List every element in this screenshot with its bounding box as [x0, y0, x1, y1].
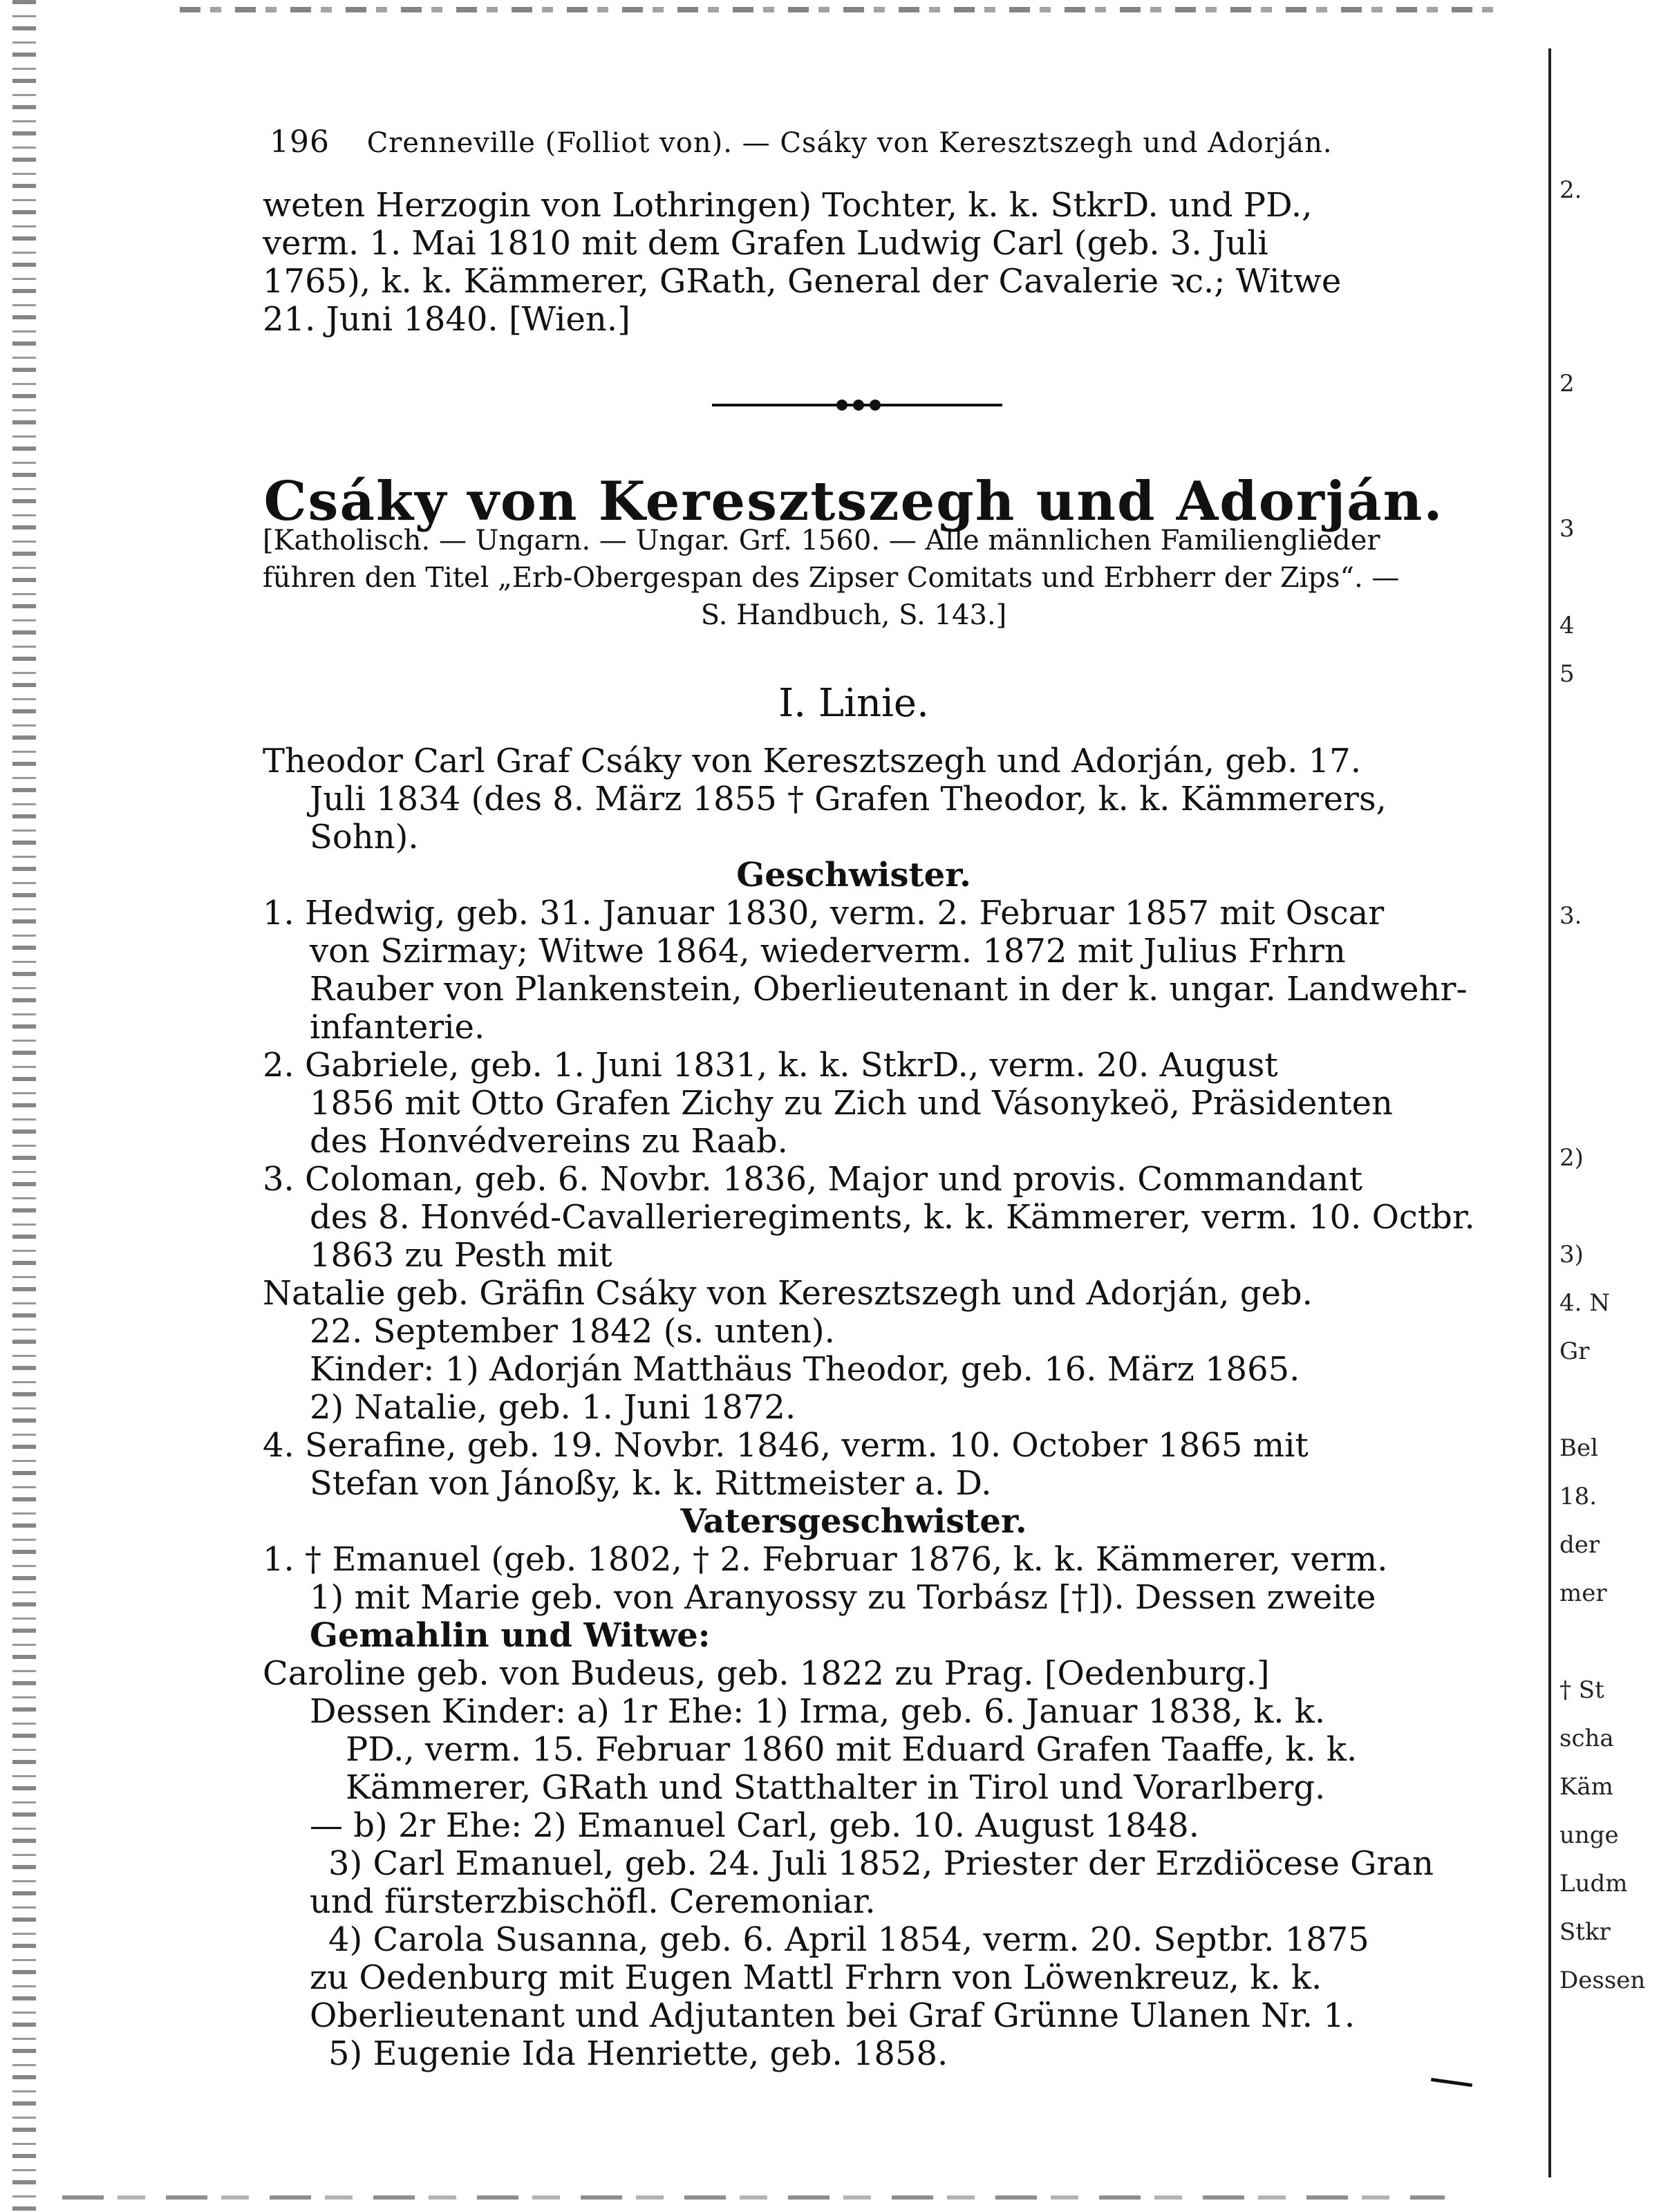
running-header — [270, 124, 1445, 160]
continuation-block — [263, 187, 1445, 339]
body-line: des 8. Honvéd-Cavallerieregiments, k. k. Kämmerer, verm. 10. Octbr. — [310, 1198, 1475, 1237]
margin-dash — [1431, 2078, 1472, 2087]
body-line: 3) Carl Emanuel, geb. 24. Juli 1852, Priester der Erzdiöcese Gran — [328, 1844, 1434, 1883]
body-line: Kämmerer, GRath und Statthalter in Tirol und Vorarlberg. — [346, 1768, 1326, 1807]
body-line: Caroline geb. von Budeus, geb. 1822 zu Prag. [Oedenburg.] — [263, 1654, 1270, 1693]
body-line: 3. Coloman, geb. 6. Novbr. 1836, Major und provis. Commandant — [263, 1160, 1363, 1199]
page-number: 196 — [270, 124, 330, 160]
book-spine-shadow — [12, 0, 36, 2212]
body-line: Juli 1834 (des 8. März 1855 † Grafen Theodor, k. k. Kämmerers, — [310, 780, 1387, 818]
family-note — [263, 522, 1445, 634]
body-line: — b) 2r Ehe: 2) Emanuel Carl, geb. 10. August 1848. — [310, 1806, 1199, 1845]
genealogy-body — [263, 742, 1475, 2073]
top-page-edge — [180, 7, 1493, 12]
continuation-line: weten Herzogin von Lothringen) Tochter, k. k. StkrD. und PD., — [263, 186, 1313, 225]
continuation-line: 21. Juni 1840. [Wien.] — [263, 300, 630, 339]
adjacent-page-fragments: 2. 2 3 4 5 3. 2) 3) 4. N Gr Bel 18. der mer † St scha Käm unge Ludm Stkr Dessen — [1559, 176, 1646, 1994]
note-line: S. Handbuch, S. 143.] — [700, 599, 1007, 631]
subsection-heading: Geschwister. — [736, 856, 971, 894]
note-line: führen den Titel „Erb-Obergespan des Zipser Comitats und Erbherr der Zips“. — — [263, 562, 1400, 594]
body-line: Oberlieutenant und Adjutanten bei Graf Grünne Ulanen Nr. 1. — [310, 1996, 1356, 2035]
body-line: 22. September 1842 (s. unten). — [310, 1312, 835, 1351]
body-line: Gemahlin und Witwe: — [310, 1616, 711, 1655]
body-line: 2. Gabriele, geb. 1. Juni 1831, k. k. StkrD., verm. 20. August — [263, 1046, 1278, 1085]
body-line: von Szirmay; Witwe 1864, wiederverm. 1872 mit Julius Frhrn — [310, 932, 1346, 971]
body-line: des Honvédvereins zu Raab. — [310, 1122, 788, 1161]
section-divider-ornament — [712, 400, 1002, 411]
body-line: 5) Eugenie Ida Henriette, geb. 1858. — [328, 2034, 948, 2073]
body-line: 1) mit Marie geb. von Aranyossy zu Torbász [†]). Dessen zweite — [310, 1578, 1376, 1617]
body-line: und fürsterzbischöfl. Ceremoniar. — [310, 1882, 876, 1921]
body-line: Rauber von Plankenstein, Oberlieutenant in der k. ungar. Landwehr- — [310, 970, 1468, 1009]
body-line: Natalie geb. Gräfin Csáky von Keresztszegh und Adorján, geb. — [263, 1274, 1313, 1313]
body-line: infanterie. — [310, 1008, 485, 1047]
page-edge-rule — [1548, 48, 1551, 2177]
bottom-page-edge — [62, 2195, 1445, 2200]
family-title: Csáky von Keresztszegh und Adorján. — [263, 470, 1444, 533]
body-line: zu Oedenburg mit Eugen Mattl Frhrn von Löwenkreuz, k. k. — [310, 1958, 1322, 1997]
body-line: 4. Serafine, geb. 19. Novbr. 1846, verm. 10. October 1865 mit — [263, 1426, 1309, 1465]
body-line: PD., verm. 15. Februar 1860 mit Eduard Grafen Taaffe, k. k. — [346, 1730, 1358, 1769]
body-line: Kinder: 1) Adorján Matthäus Theodor, geb. 16. März 1865. — [310, 1350, 1300, 1389]
running-title: Crenneville (Folliot von). — Csáky von Keresztszegh und Adorján. — [366, 127, 1333, 159]
body-line: 4) Carola Susanna, geb. 6. April 1854, verm. 20. Septbr. 1875 — [328, 1920, 1369, 1959]
body-line: 1. Hedwig, geb. 31. Januar 1830, verm. 2. Februar 1857 mit Oscar — [263, 894, 1385, 932]
continuation-line: 1765), k. k. Kämmerer, GRath, General der Cavalerie ꝛc.; Witwe — [263, 262, 1342, 301]
body-line: Theodor Carl Graf Csáky von Keresztszegh und Adorján, geb. 17. — [263, 742, 1361, 780]
body-line: Sohn). — [310, 818, 419, 856]
section-heading: I. Linie. — [778, 681, 929, 726]
continuation-line: verm. 1. Mai 1810 mit dem Grafen Ludwig Carl (geb. 3. Juli — [263, 224, 1268, 263]
body-line: 1863 zu Pesth mit — [310, 1236, 612, 1275]
note-line: [Katholisch. — Ungarn. — Ungar. Grf. 1560. — Alle männlichen Familienglieder — [263, 525, 1380, 556]
body-line: 1. † Emanuel (geb. 1802, † 2. Februar 1876, k. k. Kämmerer, verm. — [263, 1540, 1388, 1579]
body-line: Stefan von Jánoßy, k. k. Rittmeister a. D. — [310, 1464, 992, 1503]
body-line: 1856 mit Otto Grafen Zichy zu Zich und Vásonykeö, Präsidenten — [310, 1084, 1393, 1123]
subsection-heading: Vatersgeschwister. — [680, 1502, 1027, 1541]
body-line: 2) Natalie, geb. 1. Juni 1872. — [310, 1388, 796, 1427]
body-line: Dessen Kinder: a) 1r Ehe: 1) Irma, geb. 6. Januar 1838, k. k. — [310, 1692, 1326, 1731]
